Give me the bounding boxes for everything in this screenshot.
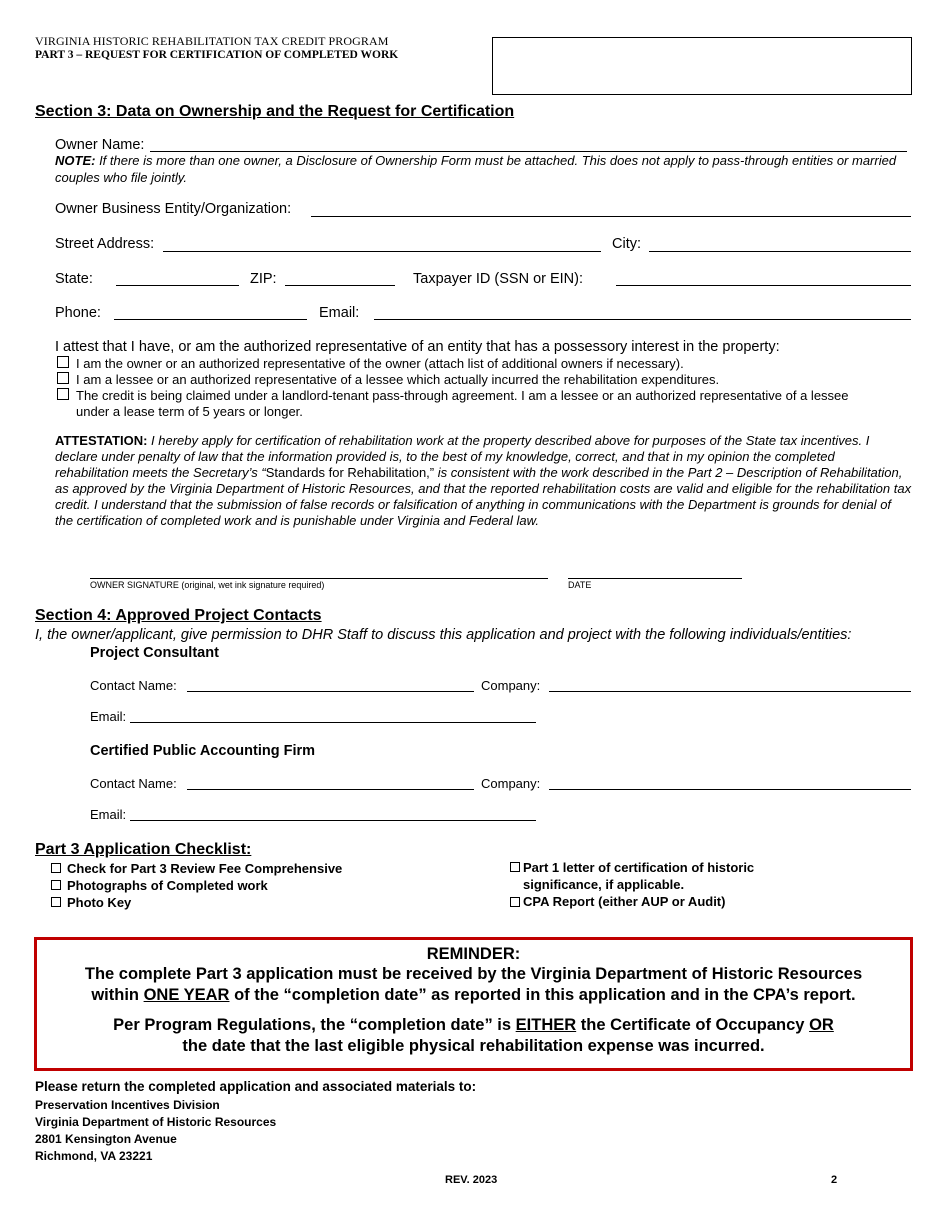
state-label: State: [55,271,93,287]
page-number: 2 [831,1174,838,1186]
reminder-line1: The complete Part 3 application must be received by the Virginia Department of Historic Resources [84,965,863,983]
signature-caption: OWNER SIGNATURE (original, wet ink signature required) [90,580,325,590]
signature-field[interactable] [90,578,548,579]
city-field[interactable] [649,251,911,252]
cpa-report-checkbox[interactable] [510,897,520,907]
street-field[interactable] [163,251,601,252]
address-line: Virginia Department of Historic Resources [35,1115,277,1129]
cpa-email-field[interactable] [130,820,536,821]
attestation-paragraph [55,433,912,529]
checklist-title: Part 3 Application Checklist: [35,841,252,858]
owner-checkbox[interactable] [57,356,69,368]
owner-name-field[interactable] [150,151,907,152]
owner-name-label: Owner Name: [55,137,145,153]
consultant-contact-label: Contact Name: [90,678,177,693]
email-field[interactable] [374,319,911,320]
return-address [35,1097,276,1165]
return-heading: Please return the completed application and associated materials to: [35,1079,477,1094]
email-label: Email: [319,305,360,321]
address-line: Preservation Incentives Division [35,1098,220,1112]
revision: REV. 2023 [445,1174,498,1186]
option-pass-through: The credit is being claimed under a landlord-tenant pass-through agreement. I am a lessee or an authorized representative of a lessee under a lease term of 5 years or longer. [76,388,849,419]
taxpayer-label: Taxpayer ID (SSN or EIN): [413,271,584,287]
reminder-line2 [36,985,911,1006]
photo-key-checkbox[interactable] [51,897,61,907]
reminder-line3 [36,1015,911,1036]
business-label: Owner Business Entity/Organization: [55,201,292,217]
cpa-email-label: Email: [90,807,127,822]
cpa-company-label: Company: [481,776,541,791]
program-title: VIRGINIA HISTORIC REHABILITATION TAX CREDIT PROGRAM [35,34,389,48]
cpa-contact-label: Contact Name: [90,776,177,791]
reminder-line2-post: of the “completion date” as reported in this application and in the CPA’s report. [229,986,856,1004]
state-field[interactable] [116,285,239,286]
ownership-note [55,153,915,186]
photos-checkbox[interactable] [51,880,61,890]
lessee-checkbox[interactable] [57,372,69,384]
checklist-fee: Check for Part 3 Review Fee Comprehensive [67,861,343,876]
part-title: PART 3 – REQUEST FOR CERTIFICATION OF COMPLETED WORK [35,49,399,61]
street-label: Street Address: [55,236,155,252]
address-line: Richmond, VA 23221 [35,1149,153,1163]
option-lessee: I am a lessee or an authorized representative of a lessee which actually incurred the rehabilitation expenditures. [76,372,720,387]
reminder-line3-mid: the Certificate of Occupancy [576,1016,810,1034]
reminder-line3-pre: Per Program Regulations, the “completion date” is [113,1016,516,1034]
checklist-part1-a: Part 1 letter of certification of historic [523,860,755,875]
option-owner: I am the owner or an authorized representative of the owner (attach list of additional owners if necessary). [76,356,684,371]
attestation-label: ATTESTATION: [55,433,148,448]
checklist-cpa-report: CPA Report (either AUP or Audit) [523,894,726,909]
attest-intro: I attest that I have, or am the authorized representative of an entity that has a possessory interest in the property: [55,339,780,355]
reminder-line4: the date that the last eligible physical rehabilitation expense was incurred. [182,1037,765,1055]
section3-title: Section 3: Data on Ownership and the Request for Certification [35,103,515,120]
part1-checkbox[interactable] [510,862,520,872]
attestation-standards: Standards for Rehabilitation,” [265,465,435,480]
consultant-company-field[interactable] [549,691,911,692]
reminder-or: OR [809,1016,834,1034]
date-field[interactable] [568,578,742,579]
reminder-heading: REMINDER: [426,945,521,963]
checklist-part1-b: significance, if applicable. [523,877,685,892]
cpa-contact-field[interactable] [187,789,474,790]
taxpayer-field[interactable] [616,285,911,286]
permission-text: I, the owner/applicant, give permission to DHR Staff to discuss this application and project with the following individuals/entities: [35,627,852,643]
business-field[interactable] [311,216,911,217]
zip-label: ZIP: [250,271,277,287]
consultant-email-field[interactable] [130,722,536,723]
consultant-heading: Project Consultant [90,645,219,661]
cpa-company-field[interactable] [549,789,911,790]
reminder-line2-pre: within [91,986,144,1004]
attestation-text: I hereby apply for certification of rehabilitation work at the property described above for purposes of the State tax incentives. I declare under penalty of law that the information provided is, to the best of my knowledge, correct, and that in my opinion the completed rehabilitation meets the Secretary’s “ [55,433,870,480]
reminder-one-year: ONE YEAR [143,986,230,1004]
attestation-text2: is consistent with the work described in the Part 2 – Description of Rehabilitation, as approved by the Virginia Department of Historic Resources, and that the reported rehabilitation costs are valid and eligible for the rehabilitation tax credit. I understand that the submission of false records or falsification of anything in communications with the Department is grounds for denial of the certification of completed work and is punishable under Virginia and Federal law. [55,465,912,528]
cpa-heading: Certified Public Accounting Firm [90,743,316,759]
address-line: 2801 Kensington Avenue [35,1132,177,1146]
city-label: City: [612,236,641,252]
reminder-either: EITHER [515,1016,577,1034]
checklist-photo-key: Photo Key [67,895,132,910]
consultant-company-label: Company: [481,678,541,693]
consultant-contact-field[interactable] [187,691,474,692]
phone-field[interactable] [114,319,307,320]
file-number-box[interactable] [492,37,912,95]
phone-label: Phone: [55,305,101,321]
note-text: If there is more than one owner, a Disclosure of Ownership Form must be attached. This does not apply to pass-through entities or married couples who file jointly. [55,153,897,185]
date-caption: DATE [568,580,592,590]
consultant-email-label: Email: [90,709,127,724]
fee-checkbox[interactable] [51,863,61,873]
section4-title: Section 4: Approved Project Contacts [35,607,322,624]
pass-through-checkbox[interactable] [57,388,69,400]
zip-field[interactable] [285,285,395,286]
checklist-photos: Photographs of Completed work [67,878,268,893]
note-label: NOTE: [55,153,96,168]
